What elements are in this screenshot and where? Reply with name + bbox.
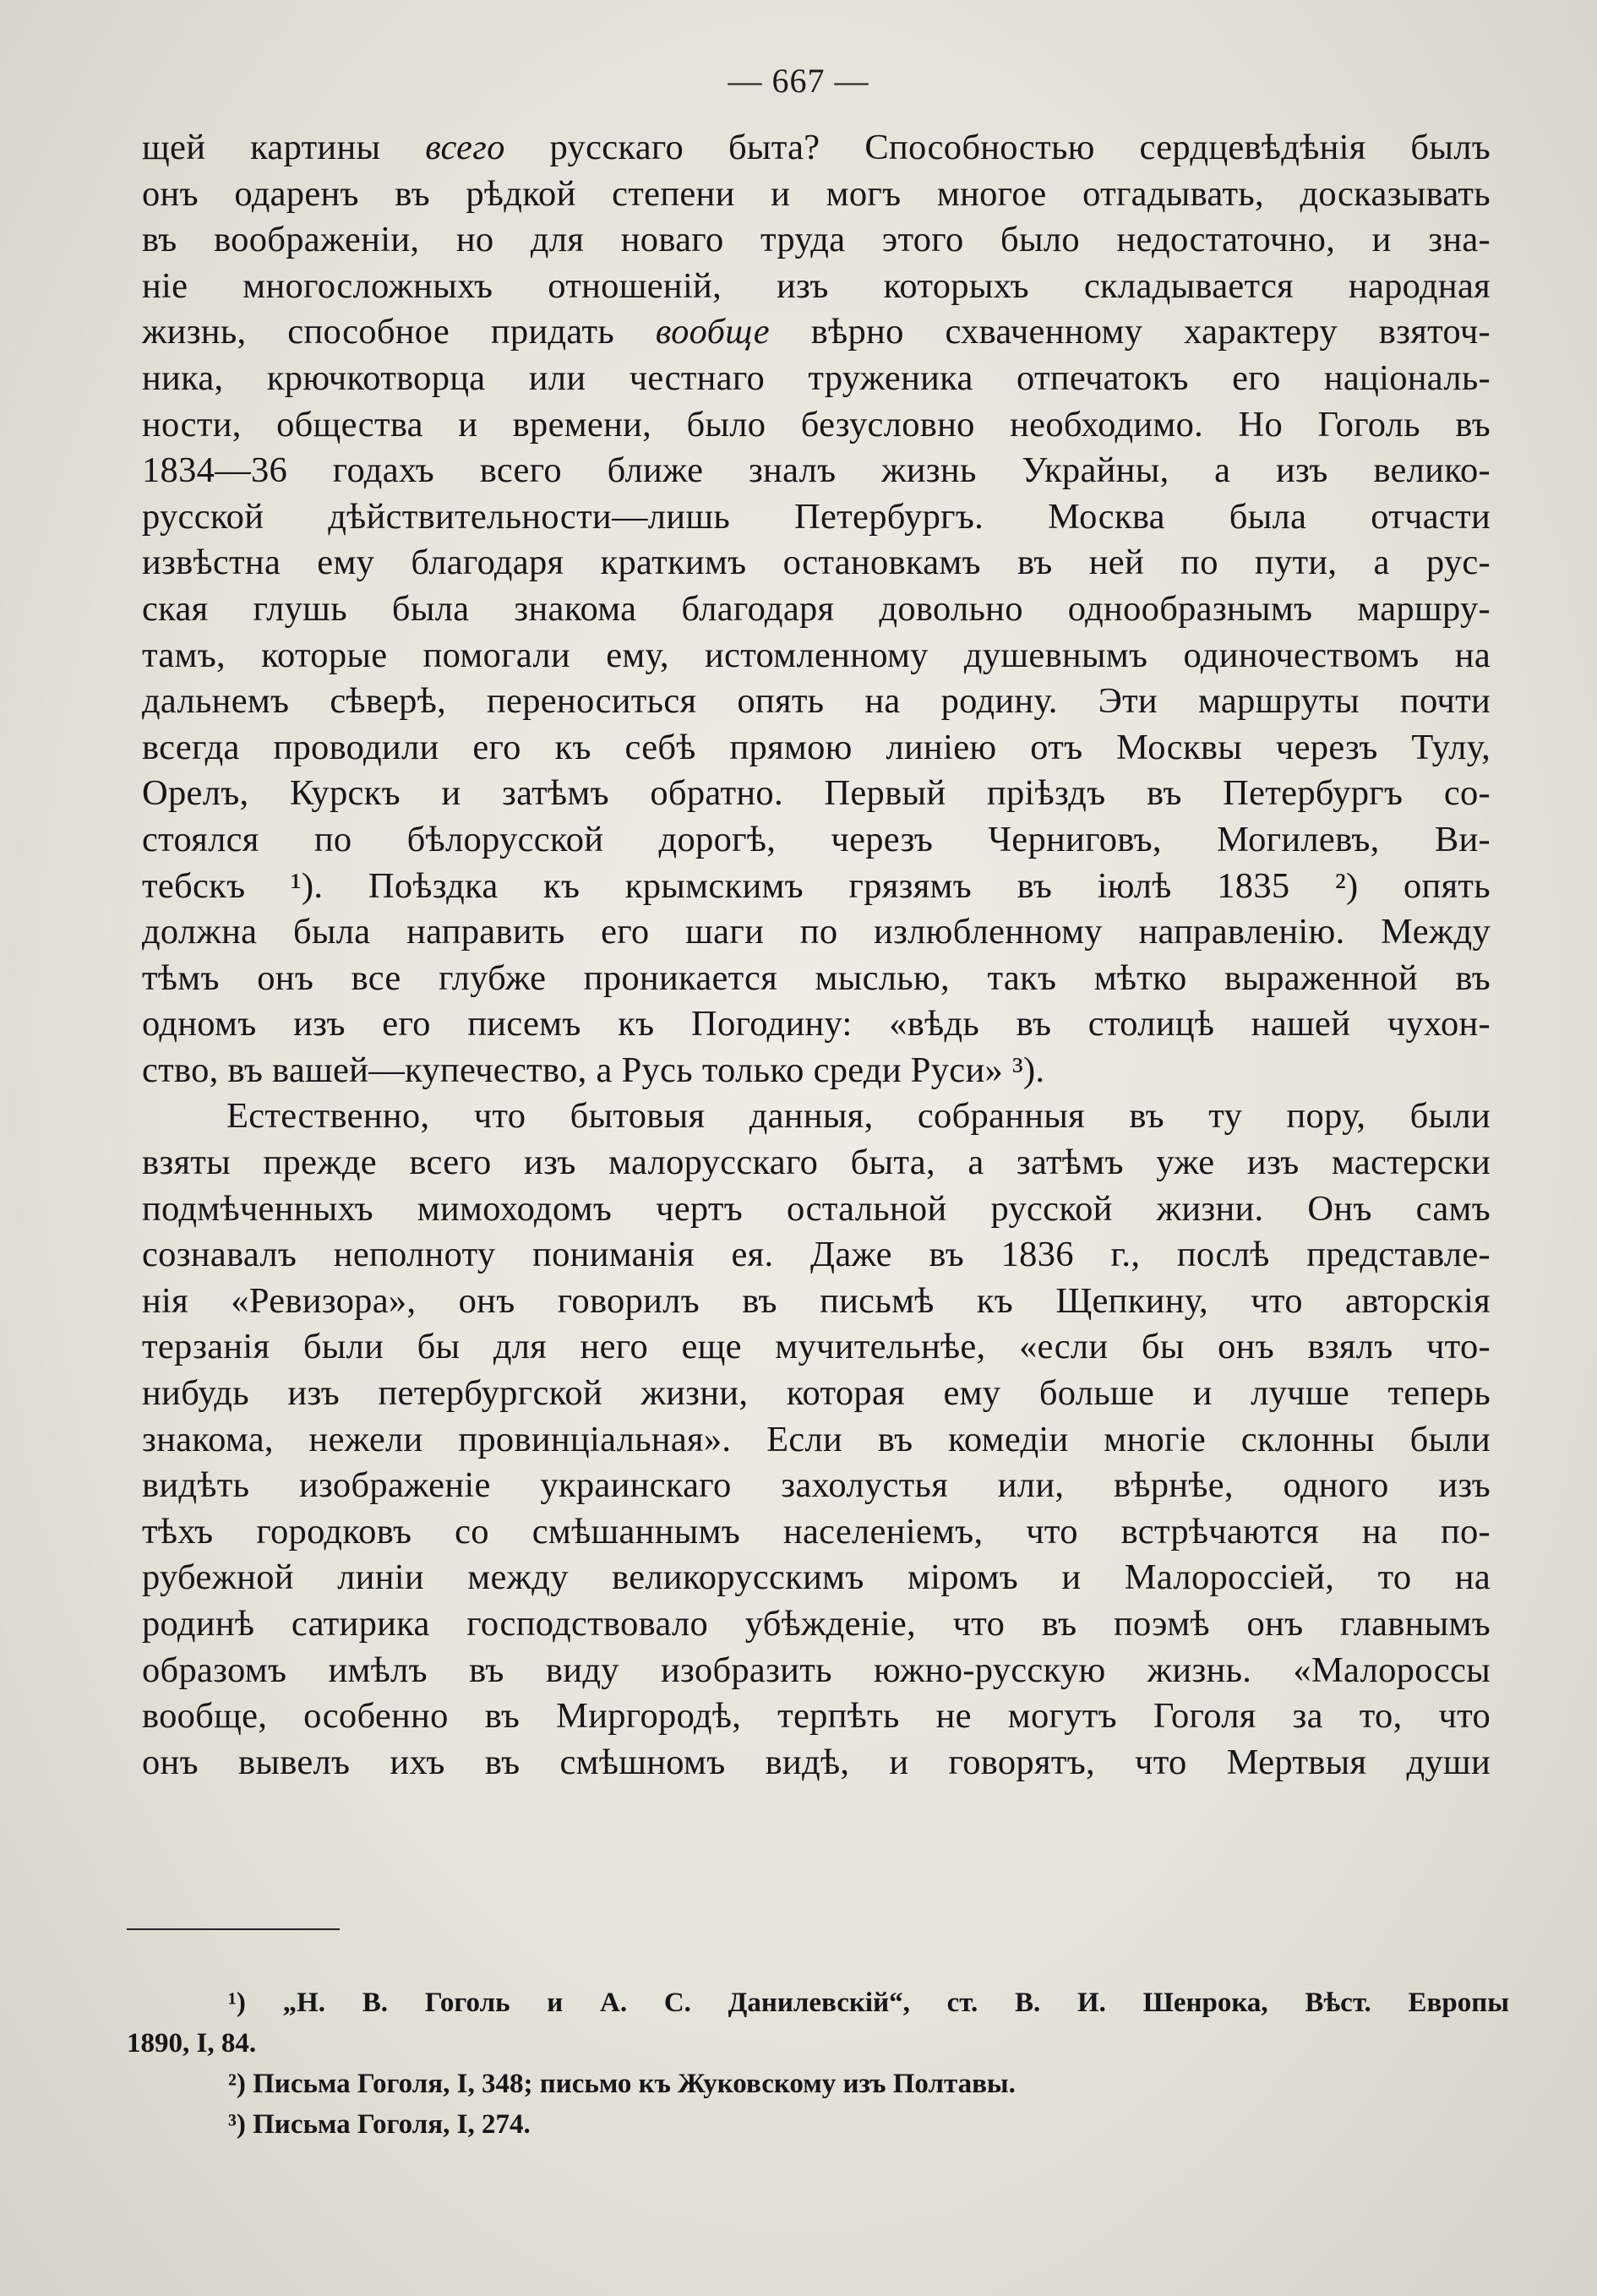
text-line: образомъ имѣлъ въ виду изобразить южно-русскую жизнь. «Малороссы [142, 1650, 1491, 1690]
text-line: Орелъ, Курскъ и затѣмъ обратно. Первый пріѣздъ въ Петербургъ со- [142, 773, 1491, 814]
paragraph-1 [142, 125, 1491, 1093]
footnotes [127, 1982, 1509, 2145]
text-line: ника, крючкотворца или честнаго труженика отпечатокъ его національ- [142, 357, 1491, 398]
text-line: сознавалъ неполноту пониманія ея. Даже въ 1836 г., послѣ представле- [142, 1235, 1491, 1275]
text-line: онъ одаренъ въ рѣдкой степени и могъ многое отгадывать, досказывать [142, 173, 1491, 214]
text-line: жизнь, способное придать вообще вѣрно схваченному характеру взяточ- [142, 312, 1491, 352]
text-line: видѣть изображеніе украинскаго захолустья или, вѣрнѣе, одного изъ [142, 1465, 1491, 1506]
text-line: подмѣченныхъ мимоходомъ чертъ остальной русской жизни. Онъ самъ [142, 1188, 1491, 1229]
footnote-1-continuation: 1890, I, 84. [127, 2028, 257, 2059]
text-line: въ воображеніи, но для новаго труда этого было недостаточно, и зна- [142, 220, 1491, 260]
italic-word: всего [425, 128, 505, 167]
footnote-3: ³) Письма Гоголя, I, 274. [228, 2109, 531, 2140]
text-line: русской дѣйствительности—лишь Петербургъ. Москва была отчасти [142, 496, 1491, 537]
text-line: вообще, особенно въ Миргородѣ, терпѣть не могутъ Гоголя за то, что [142, 1696, 1491, 1737]
text-line: щей картины всего русскаго быта? Способностью сердцевѣдѣнія былъ [142, 128, 1491, 167]
text-line: тѣмъ онъ все глубже проникается мыслью, такъ мѣтко выраженной въ [142, 957, 1491, 998]
text-line: тебскъ ¹). Поѣздка къ крымскимъ грязямъ въ іюлѣ 1835 ²) опять [142, 865, 1491, 906]
text-line: Естественно, что бытовыя данныя, собранныя въ ту пору, были [226, 1096, 1491, 1137]
text-line: тамъ, которые помогали ему, истомленному душевнымъ одиночествомъ на [142, 635, 1491, 675]
text-line: взяты прежде всего изъ малорусскаго быта, а затѣмъ уже изъ мастерски [142, 1143, 1491, 1183]
text-line: извѣстна ему благодаря краткимъ остановкамъ въ ней по пути, а рус- [142, 543, 1491, 583]
italic-word: вообще [655, 312, 770, 352]
text-line: знакома, нежели провинціальная». Если въ комедіи многіе склонны были [142, 1419, 1491, 1459]
footnote-2: ²) Письма Гоголя, I, 348; письмо къ Жуковскому изъ Полтавы. [228, 2069, 1016, 2099]
text-line: тѣхъ городковъ со смѣшаннымъ населеніемъ, что встрѣчаются на по- [142, 1511, 1491, 1552]
text-line: терзанія были бы для него еще мучительнѣе, «если бы онъ взялъ что- [142, 1327, 1491, 1367]
text-line: нибудь изъ петербургской жизни, которая ему больше и лучше теперь [142, 1373, 1491, 1414]
text-line: стоялся по бѣлорусской дорогѣ, черезъ Черниговъ, Могилевъ, Ви- [142, 819, 1491, 859]
text-line: дальнемъ сѣверѣ, переноситься опять на родину. Эти маршруты почти [142, 681, 1491, 722]
paragraph-2 [142, 1093, 1491, 1786]
footnote-divider [127, 1928, 340, 1930]
text-line: всегда проводили его къ себѣ прямою линіею отъ Москвы черезъ Тулу, [142, 727, 1491, 767]
text-line: родинѣ сатирика господствовало убѣжденіе, что въ поэмѣ онъ главнымъ [142, 1604, 1491, 1644]
page-number: — 667 — [728, 62, 869, 100]
text-line: нія «Ревизора», онъ говорилъ въ письмѣ къ Щепкину, что авторскія [142, 1280, 1491, 1321]
text-line: ности, общества и времени, было безусловно необходимо. Но Гоголь въ [142, 404, 1491, 444]
text-line: ская глушь была знакома благодаря довольно однообразнымъ маршру- [142, 588, 1491, 629]
text-line: одномъ изъ его писемъ къ Погодину: «вѣдь въ столицѣ нашей чухон- [142, 1004, 1491, 1044]
text-line: рубежной линіи между великорусскимъ міромъ и Малороссіей, то на [142, 1557, 1491, 1598]
body-text [142, 125, 1491, 1786]
text-line: ство, въ вашей—купечество, а Русь только среди Руси» ³). [142, 1050, 1045, 1090]
text-line: должна была направить его шаги по излюбленному направленію. Между [142, 912, 1491, 952]
text-line: онъ вывелъ ихъ въ смѣшномъ видѣ, и говорятъ, что Мертвыя души [142, 1742, 1491, 1782]
footnote-1: ¹) „Н. В. Гоголь и А. С. Данилевскій“, ст. В. И. Шенрока, Вѣст. Европы [228, 1988, 1509, 2018]
text-line: ніе многосложныхъ отношеній, изъ которыхъ складывается народная [142, 265, 1491, 306]
text-line: 1834—36 годахъ всего ближе зналъ жизнь Украйны, а изъ велико- [142, 450, 1491, 491]
